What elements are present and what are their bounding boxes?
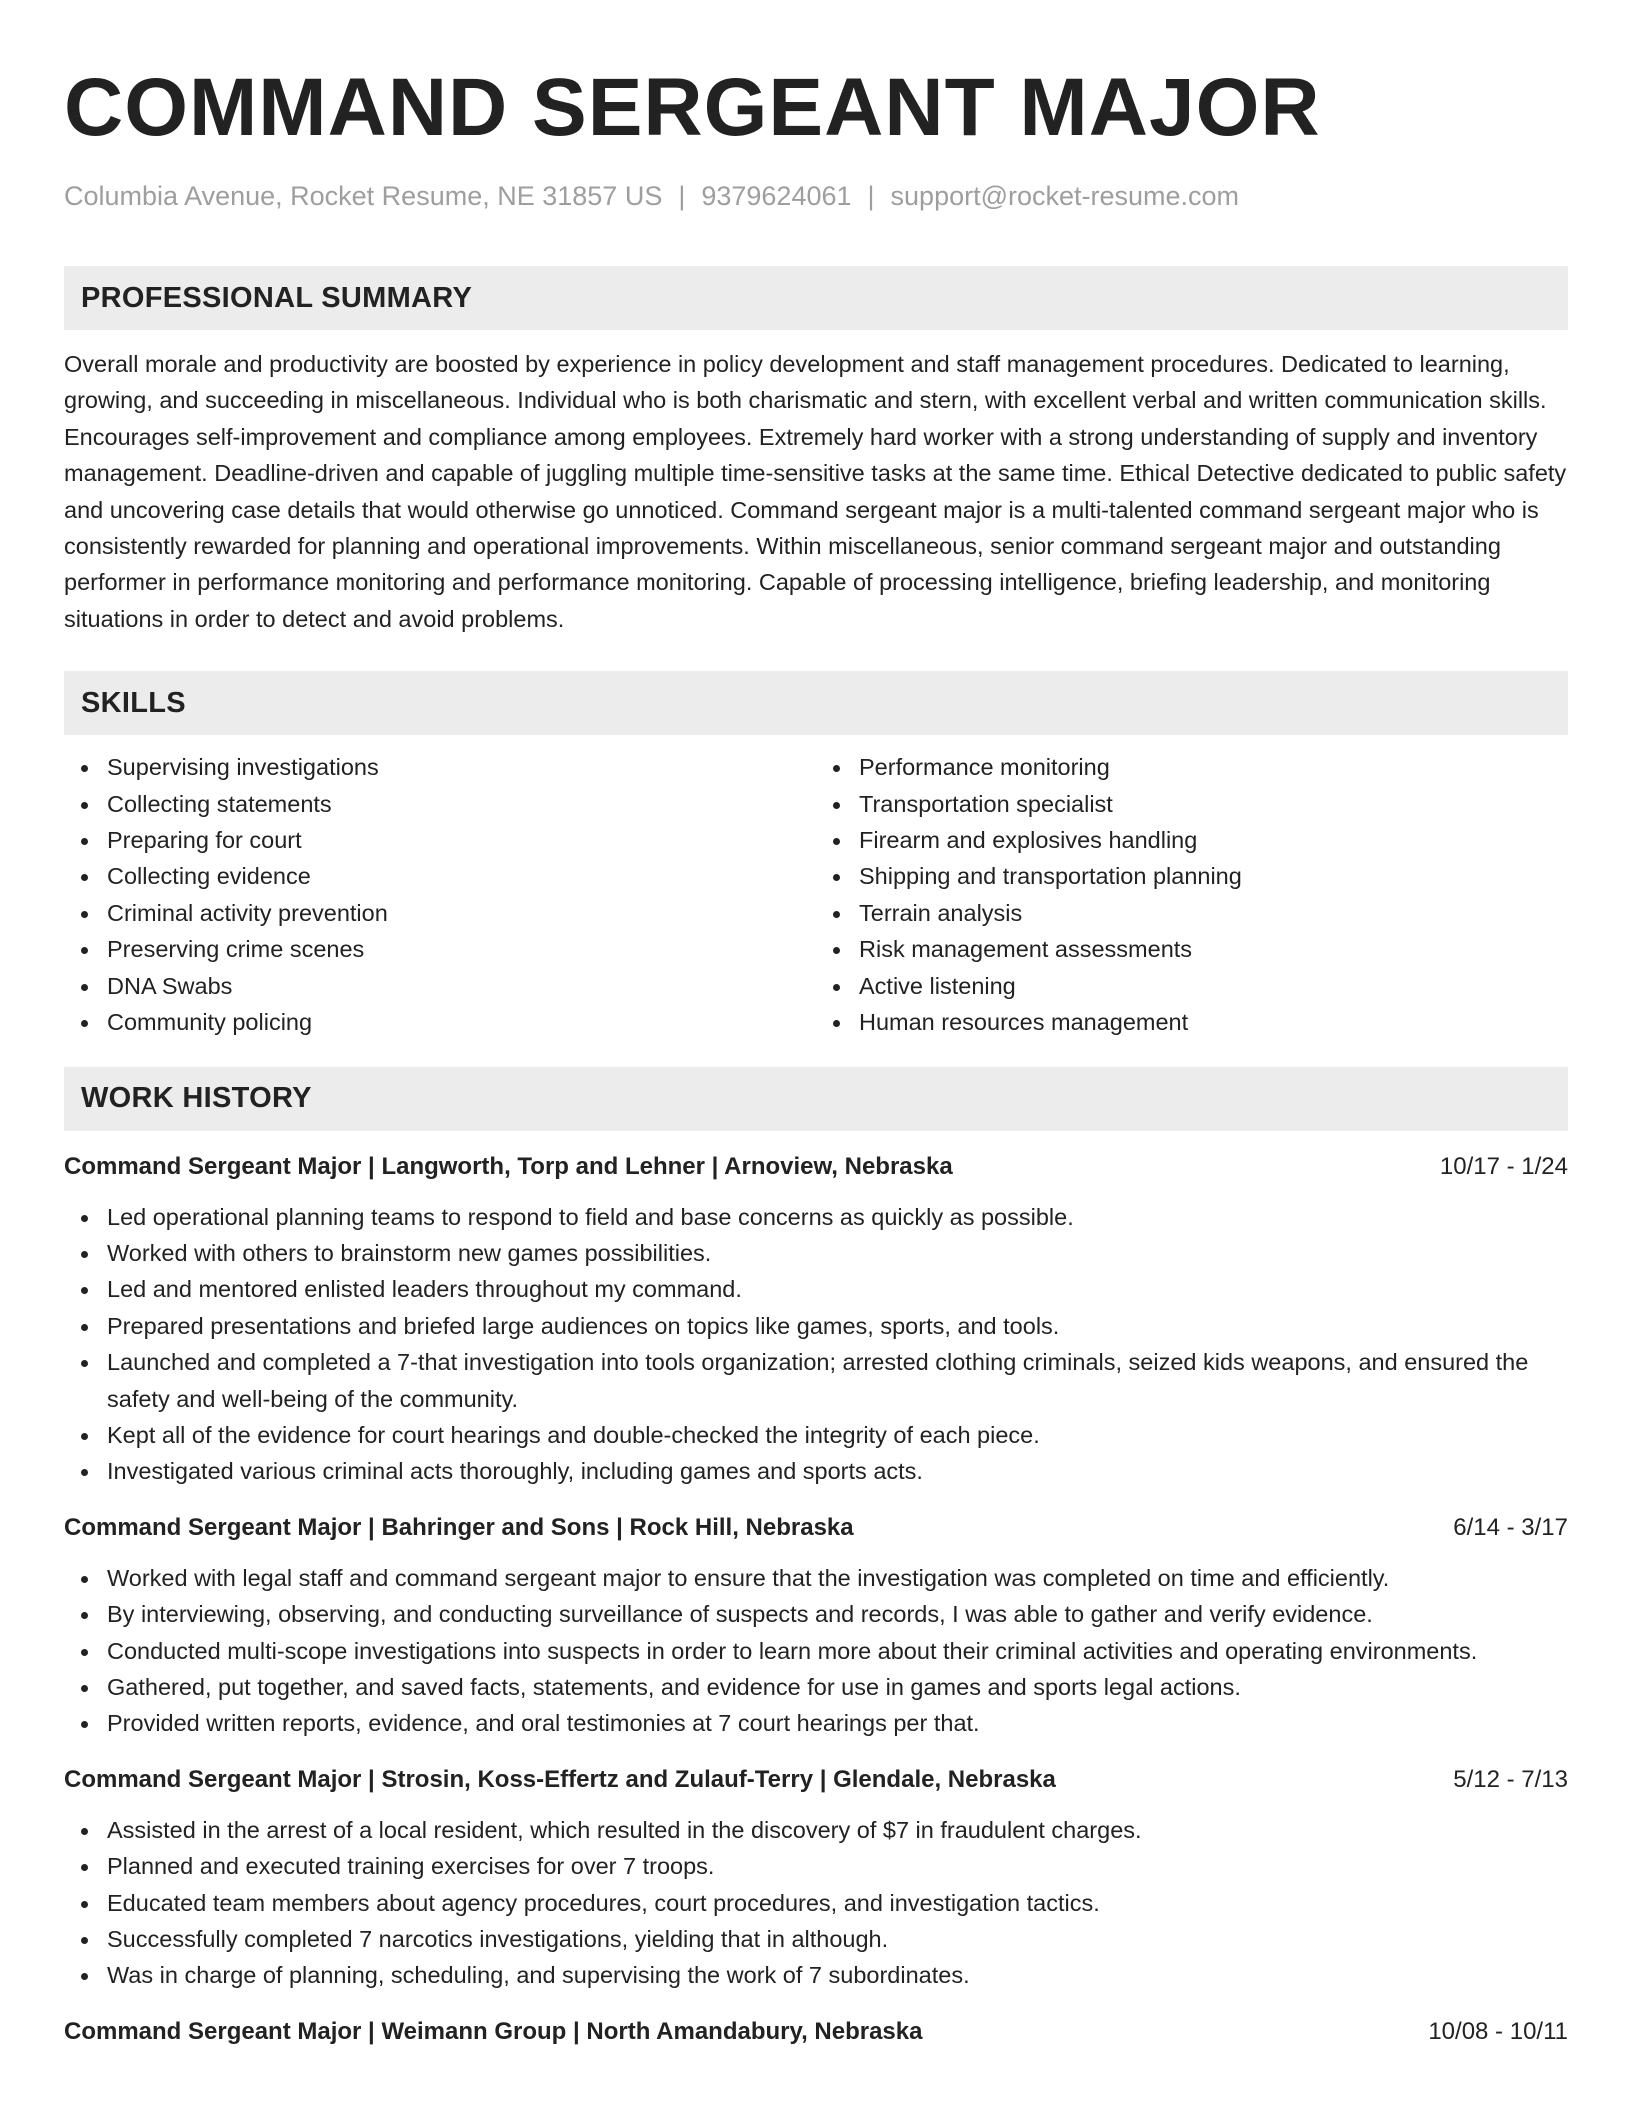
skill-item: DNA Swabs [107,968,816,1004]
job-bullets [64,1199,1568,1490]
job-dates: 6/14 - 3/17 [1453,1513,1568,1541]
job-bullet: Planned and executed training exercises for over 7 troops. [107,1848,1568,1884]
job-bullet: By interviewing, observing, and conducting surveillance of suspects and records, I was able to gather and verify evidence. [107,1596,1568,1632]
summary-section-header [64,266,1568,330]
job-entry [64,1512,1568,1742]
job-bullets [64,1560,1568,1742]
skill-item: Human resources management [859,1004,1568,1040]
skill-item: Shipping and transportation planning [859,858,1568,894]
job-entry [64,1151,1568,1490]
job-bullets [64,1812,1568,1994]
skill-item: Criminal activity prevention [107,895,816,931]
job-bullet: Launched and completed a 7-that investigation into tools organization; arrested clothing criminals, seized kids weapons, and ensured the safety and well-being of the community. [107,1344,1568,1417]
work-section-header [64,1067,1568,1131]
job-bullet: Gathered, put together, and saved facts, statements, and evidence for use in games and sports legal actions. [107,1669,1568,1705]
skill-item: Community policing [107,1004,816,1040]
job-bullet: Assisted in the arrest of a local resident, which resulted in the discovery of $7 in fraudulent charges. [107,1812,1568,1848]
job-bullet: Investigated various criminal acts thoroughly, including games and sports acts. [107,1453,1568,1489]
summary-text: Overall morale and productivity are boosted by experience in policy development and staff management procedures. Dedicated to learning, growing, and succeeding in miscellaneous. Individual who is both charismatic and stern, with excellent verbal and written communication skills. Encourages self-improvement and compliance among employees. Extremely hard worker with a strong understanding of supply and inventory management. Deadline-driven and capable of juggling multiple time-sensitive tasks at the same time. Ethical Detective dedicated to public safety and uncovering case details that would otherwise go unnoticed. Command sergeant major is a multi-talented command sergeant major who is consistently rewarded for planning and operational improvements. Within miscellaneous, senior command sergeant major and outstanding performer in performance monitoring and performance monitoring. Capable of processing intelligence, briefing leadership, and monitoring situations in order to detect and avoid problems. [64,351,1567,632]
skill-item: Risk management assessments [859,931,1568,967]
resume-content [64,60,1568,2048]
skills-section-header [64,671,1568,735]
job-title: Command Sergeant Major | Bahringer and Sons | Rock Hill, Nebraska [64,1513,854,1541]
job-dates: 10/17 - 1/24 [1439,1152,1568,1180]
work-heading: WORK HISTORY [81,1082,312,1114]
job-bullet: Successfully completed 7 narcotics investigations, yielding that in although. [107,1921,1568,1957]
job-title: Command Sergeant Major | Langworth, Torp and Lehner | Arnoview, Nebraska [64,1152,953,1180]
job-bullet: Educated team members about agency procedures, court procedures, and investigation tactics. [107,1885,1568,1921]
job-bullet: Worked with others to brainstorm new games possibilities. [107,1235,1568,1271]
job-dates: 10/08 - 10/11 [1428,2017,1568,2045]
skill-item: Active listening [859,968,1568,1004]
skill-item: Collecting statements [107,786,816,822]
job-bullet: Led operational planning teams to respond to field and base concerns as quickly as possible. [107,1199,1568,1235]
job-bullet: Provided written reports, evidence, and oral testimonies at 7 court hearings per that. [107,1705,1568,1741]
job-dates: 5/12 - 7/13 [1453,1765,1568,1793]
job-title: Command Sergeant Major | Strosin, Koss-Effertz and Zulauf-Terry | Glendale, Nebraska [64,1765,1056,1793]
skills-heading: SKILLS [81,686,186,719]
resume-name: COMMAND SERGEANT MAJOR [64,62,1321,153]
job-bullet: Conducted multi-scope investigations into suspects in order to learn more about their criminal activities and operating environments. [107,1633,1568,1669]
skill-item: Firearm and explosives handling [859,822,1568,858]
skill-item: Supervising investigations [107,749,816,785]
skill-item: Performance monitoring [859,749,1568,785]
summary-heading: PROFESSIONAL SUMMARY [81,281,473,314]
skill-item: Preparing for court [107,822,816,858]
contact-separator: | [867,181,875,211]
job-bullet: Was in charge of planning, scheduling, and supervising the work of 7 subordinates. [107,1957,1568,1993]
skill-item: Transportation specialist [859,786,1568,822]
skills-columns [64,749,1568,1040]
job-header [64,1764,1568,1796]
contact-separator: | [678,181,686,211]
skills-list-left [64,749,816,1040]
skill-item: Preserving crime scenes [107,931,816,967]
job-entry [64,2016,1568,2048]
job-entry [64,1764,1568,1994]
job-bullet: Led and mentored enlisted leaders throughout my command. [107,1271,1568,1307]
skill-item: Collecting evidence [107,858,816,894]
skill-item: Terrain analysis [859,895,1568,931]
job-bullet: Worked with legal staff and command sergeant major to ensure that the investigation was completed on time and efficiently. [107,1560,1568,1596]
skills-list-right [816,749,1568,1040]
job-header [64,1512,1568,1544]
contact-phone: 9379624061 [701,181,852,211]
job-bullet: Kept all of the evidence for court hearings and double-checked the integrity of each piece. [107,1417,1568,1453]
contact-address: Columbia Avenue, Rocket Resume, NE 31857 US [64,181,663,211]
job-bullet: Prepared presentations and briefed large audiences on topics like games, sports, and tools. [107,1308,1568,1344]
contact-line [64,178,1568,214]
work-history-list [64,1151,1568,2048]
job-header [64,1151,1568,1183]
contact-email: support@rocket-resume.com [890,181,1240,211]
job-header [64,2016,1568,2048]
job-title: Command Sergeant Major | Weimann Group | North Amandabury, Nebraska [64,2017,923,2045]
